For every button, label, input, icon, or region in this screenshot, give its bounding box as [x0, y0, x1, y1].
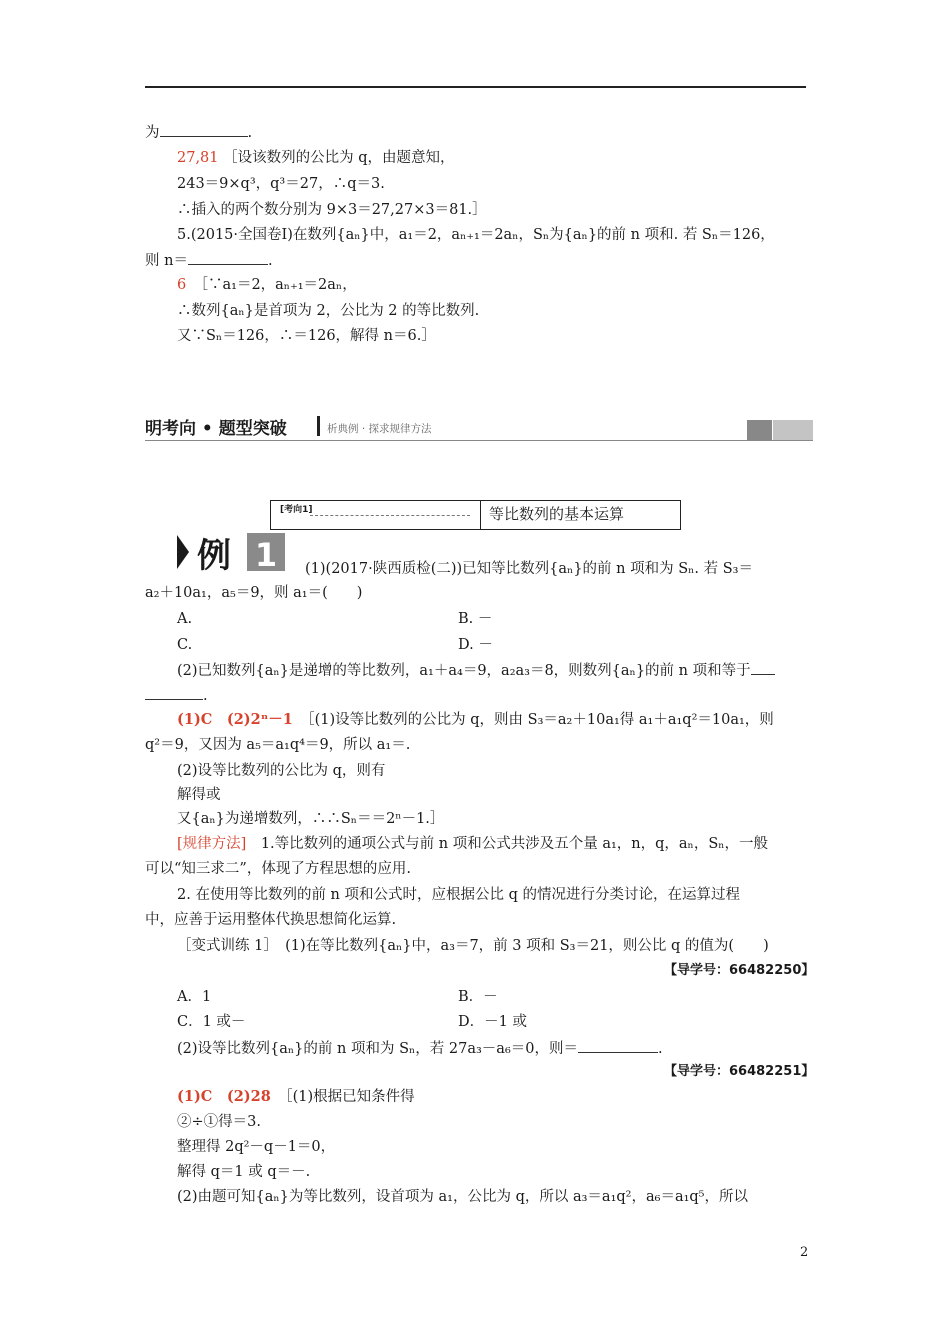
text-line: 又∵Sₙ＝126，∴＝126，解得 n＝6.］	[177, 328, 436, 344]
option-d: D．－1 或	[458, 1014, 527, 1030]
example-q1-cont: a₂＋10a₁，a₅＝9，则 a₁＝( )	[145, 585, 363, 601]
method-label: [规律方法]	[177, 836, 247, 852]
solution-line: (1)C (2)2ⁿ－1 ［(1)设等比数列的公比为 q，则由 S₃＝a₂＋10a₁得 a₁＋a₁q²＝10a₁，则	[177, 711, 774, 728]
option-a: A．1	[177, 989, 212, 1005]
section-block-dark	[747, 420, 772, 440]
option-c: C．1 或－	[177, 1014, 246, 1030]
section-underline	[145, 440, 813, 441]
variant-solution-line: ②÷①得＝3.	[177, 1114, 261, 1130]
topic-title: 等比数列的基本运算	[489, 505, 625, 523]
variant-q2: (2)设等比数列{aₙ}的前 n 项和为 Sₙ，若 27a₃－a₆＝0，则＝ .	[177, 1038, 663, 1058]
problem-5: 5.(2015·全国卷Ⅰ)在数列{aₙ}中，a₁＝2，aₙ₊₁＝2aₙ，Sₙ为{aₙ}的前 n 项和. 若 Sₙ＝126，	[177, 227, 775, 243]
variant-solution-line: 解得 q＝1 或 q＝－.	[177, 1164, 311, 1180]
solution-line: 解得或	[177, 787, 221, 803]
method-line: [规律方法] 1.等比数列的通项公式与前 n 项和公式共涉及五个量 a₁，n，q，aₙ，Sₙ，一般	[177, 836, 769, 852]
example-badge-char: 例	[197, 536, 231, 573]
example-q2-cont: .	[145, 685, 208, 705]
ref-number-1: 【导学号：66482250】	[664, 963, 815, 978]
method-line: 中，应善于运用整体代换思想简化运算.	[145, 912, 397, 928]
page-number: 2	[800, 1245, 809, 1260]
option-b: B．－	[458, 989, 498, 1005]
variant-solution-line: 整理得 2q²－q－1＝0，	[177, 1139, 336, 1155]
solution-line: 又{aₙ}为递增数列，∴∴Sₙ＝＝2ⁿ－1.］	[177, 811, 445, 827]
ref-number-2: 【导学号：66482251】	[664, 1064, 815, 1079]
answer-value: 27,81	[177, 150, 219, 166]
solution-line: (2)设等比数列的公比为 q，则有	[177, 763, 386, 779]
text-line: ∴数列{aₙ}是首项为 2，公比为 2 的等比数列.	[177, 303, 480, 319]
example-badge-number: 1	[254, 536, 278, 573]
answer-value: 6	[177, 277, 187, 293]
variant-q1: ［变式训练 1］ (1)在等比数列{aₙ}中，a₃＝7，前 3 项和 S₃＝21，则公比 q 的值为( )	[177, 938, 769, 954]
section-block-light	[773, 420, 813, 440]
example-badge-icon	[175, 531, 287, 573]
section-title: 明考向 • 题型突破	[145, 419, 287, 439]
variant-answer-2: (2)28	[226, 1088, 271, 1105]
text-line: 243＝9×q³，q³＝27，∴q＝3.	[177, 176, 385, 192]
solution-line: q²＝9，又因为 a₅＝a₁q⁴＝9，所以 a₁＝.	[145, 737, 411, 753]
example-q1: (1)(2017·陕西质检(二))已知等比数列{aₙ}的前 n 项和为 Sₙ. 若 S₃＝	[305, 561, 753, 577]
answer-line: 27,81 ［设该数列的公比为 q，由题意知，	[177, 150, 455, 166]
section-subtitle: 析典例 · 探求规律方法	[327, 423, 432, 435]
option-d: D. －	[458, 637, 493, 653]
example-q2: (2)已知数列{aₙ}是递增的等比数列，a₁＋a₄＝9，a₂a₃＝8，则数列{aₙ}的前 n 项和等于	[177, 660, 775, 680]
topic-box-divider	[480, 500, 481, 530]
topic-dash	[310, 515, 470, 516]
variant-solution-line: (2)由题可知{aₙ}为等比数列，设首项为 a₁，公比为 q，所以 a₃＝a₁q²，a₆＝a₁q⁵，所以	[177, 1189, 748, 1205]
variant-answer-1: (1)C	[177, 1088, 213, 1105]
option-a: A.	[177, 611, 193, 627]
solution-answer-2: (2)2ⁿ－1	[226, 711, 293, 728]
method-line: 2. 在使用等比数列的前 n 项和公式时，应根据公比 q 的情况进行分类讨论，在运算过程	[177, 887, 740, 903]
text-line: 为 .	[145, 122, 252, 142]
option-b: B. －	[458, 611, 493, 627]
option-c: C.	[177, 637, 193, 653]
solution-answer-1: (1)C	[177, 711, 213, 728]
section-divider	[317, 416, 320, 436]
text-line: 则 n＝ .	[145, 250, 273, 270]
header-rule	[145, 86, 806, 88]
answer-line: 6 ［∵a₁＝2，aₙ₊₁＝2aₙ，	[177, 277, 357, 293]
topic-tag: [考向1]	[280, 505, 313, 515]
method-line: 可以“知三求二”，体现了方程思想的应用.	[145, 861, 411, 877]
text-line: ∴插入的两个数分别为 9×3＝27,27×3＝81.］	[177, 202, 487, 218]
variant-solution-line: (1)C (2)28 ［(1)根据已知条件得	[177, 1088, 415, 1105]
